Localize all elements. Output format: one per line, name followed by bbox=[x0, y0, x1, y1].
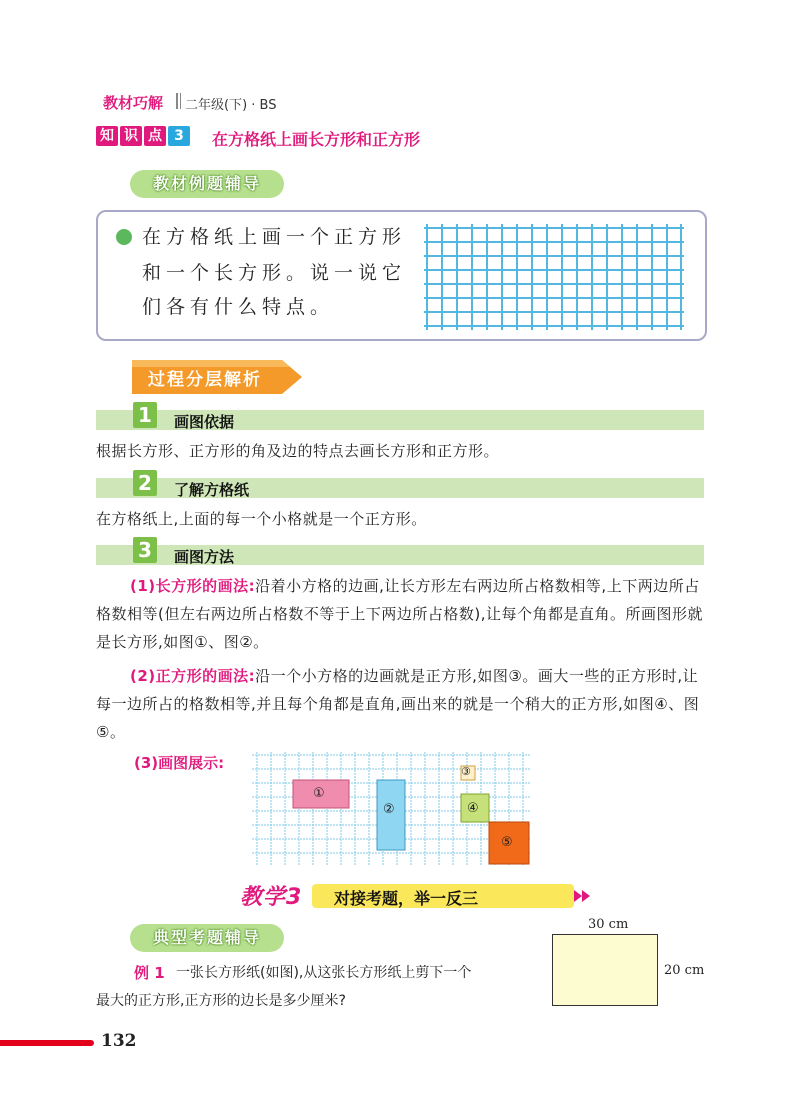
section-3-title: 画图方法 bbox=[174, 548, 235, 566]
example-line-3: 们各有什么特点。 bbox=[142, 296, 335, 318]
teaching-banner-left: 教学3 bbox=[240, 885, 303, 910]
section-1-title: 画图依据 bbox=[174, 413, 235, 431]
section-3-number: 3 bbox=[133, 537, 157, 563]
method-paragraph-1 bbox=[96, 572, 704, 656]
square-method-text: 沿一个小方格的边画就是正方形,如图③。画大一些的正方形时,让每一边所占的格数相等,并且每个角都是直角,画出来的就是一个稍大的正方形,如图④、图⑤。 bbox=[96, 667, 700, 741]
section-2-text: 在方格纸上,上面的每一个小格就是一个正方形。 bbox=[96, 510, 427, 528]
grid-paper bbox=[424, 224, 684, 330]
display-label: (3)画图展示: bbox=[134, 754, 225, 772]
example-line-1: 在方格纸上画一个正方形 bbox=[142, 226, 407, 248]
figure-3-label: ③ bbox=[461, 765, 471, 778]
typical-banner: 典型考题辅导 bbox=[130, 924, 284, 952]
figure-5-label: ⑤ bbox=[501, 835, 513, 850]
square-method-label: (2)正方形的画法: bbox=[130, 667, 256, 685]
rect-method-label: (1)长方形的画法: bbox=[130, 577, 256, 595]
example1-text-line-1: 一张长方形纸(如图),从这张长方形纸上剪下一个 bbox=[176, 965, 472, 981]
header-divider-thin bbox=[180, 93, 181, 109]
kp-char-1: 知 bbox=[96, 126, 118, 146]
section-2-title: 了解方格纸 bbox=[174, 481, 250, 499]
kp-char-3: 点 bbox=[144, 126, 166, 146]
figure-4-label: ④ bbox=[467, 801, 479, 816]
kp-char-2: 识 bbox=[120, 126, 142, 146]
footer-red-bar bbox=[0, 1040, 94, 1046]
section-1-text: 根据长方形、正方形的角及边的特点去画长方形和正方形。 bbox=[96, 442, 500, 460]
example1-text-line-2: 最大的正方形,正方形的边长是多少厘米? bbox=[96, 993, 346, 1009]
header-divider bbox=[176, 93, 178, 109]
width-label: 30 cm bbox=[588, 917, 629, 932]
example-banner: 教材例题辅导 bbox=[130, 170, 284, 198]
kp-number: 3 bbox=[168, 126, 190, 146]
section-2-number: 2 bbox=[133, 470, 157, 496]
grade-label: 二年级(下) · BS bbox=[185, 98, 277, 113]
figure-2-label: ② bbox=[383, 802, 395, 817]
example1-label: 例 1 bbox=[134, 964, 165, 982]
method-paragraph-2 bbox=[96, 662, 704, 746]
rect-method-text: 沿着小方格的边画,让长方形左右两边所占格数相等,上下两边所占格数相等(但左右两边所占格数不等于上下两边所占格数),让每个角都是直角。所画图形就是长方形,如图①、图②。 bbox=[96, 577, 703, 651]
figure-1-label: ① bbox=[313, 786, 325, 801]
example-line-2: 和一个长方形。说一说它 bbox=[142, 262, 407, 284]
section-1-number: 1 bbox=[133, 402, 157, 428]
teaching-banner-right: 对接考题，举一反三 bbox=[334, 889, 479, 908]
bullet-dot-icon bbox=[116, 229, 132, 245]
knowledge-point-title: 在方格纸上画长方形和正方形 bbox=[212, 130, 421, 149]
process-banner: 过程分层解析 bbox=[148, 370, 262, 390]
rectangle-paper bbox=[552, 934, 658, 1006]
page-number: 132 bbox=[101, 1031, 137, 1051]
height-label: 20 cm bbox=[664, 963, 705, 978]
book-title: 教材巧解 bbox=[103, 94, 164, 112]
